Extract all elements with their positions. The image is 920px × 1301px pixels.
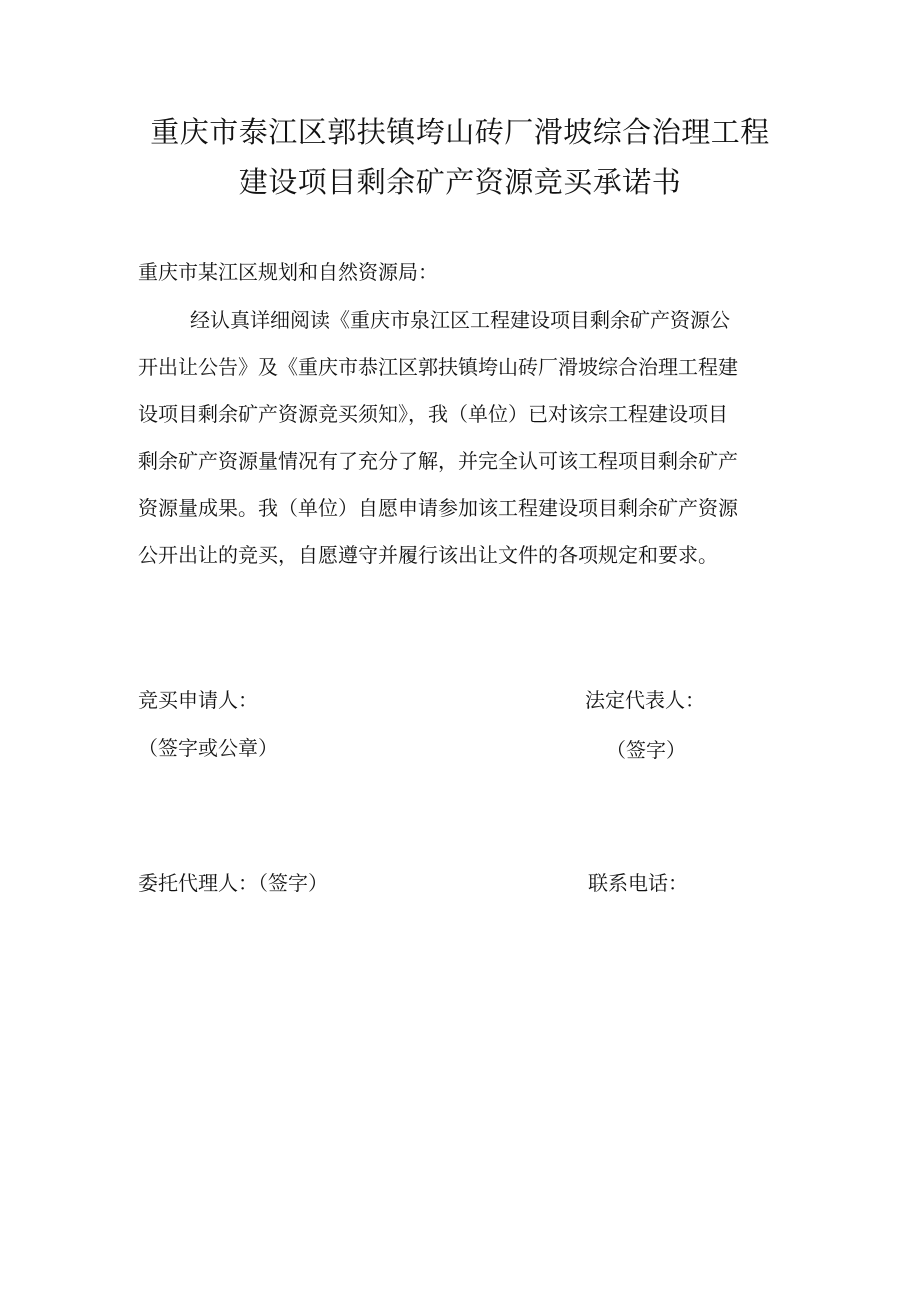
- legal-representative-label: 法定代表人：: [585, 688, 705, 712]
- applicant-label: 竞买申请人：: [138, 688, 258, 712]
- legal-representative-signature-note: （签字）: [606, 738, 686, 762]
- body-line: 设项目剩余矿产资源竞买须知》，我（单位）已对该宗工程建设项目: [138, 402, 728, 426]
- body-line: 开出让公告》及《重庆市恭江区郭扶镇垮山砖厂滑坡综合治理工程建: [138, 355, 738, 379]
- addressee: 重庆市某江区规划和自然资源局：: [138, 260, 438, 284]
- body-line: 经认真详细阅读《重庆市泉江区工程建设项目剩余矿产资源公: [190, 308, 730, 332]
- applicant-signature-note: （签字或公章）: [138, 736, 278, 760]
- body-line: 资源量成果。我（单位）自愿申请参加该工程建设项目剩余矿产资源: [138, 496, 738, 520]
- title-line-2: 建设项目剩余矿产资源竞买承诺书: [238, 165, 682, 199]
- phone-label: 联系电话：: [588, 871, 688, 895]
- agent-label: 委托代理人：（签字）: [138, 871, 328, 895]
- body-line: 剩余矿产资源量情况有了充分了解，并完全认可该工程项目剩余矿产: [138, 449, 738, 473]
- body-line: 公开出让的竞买，自愿遵守并履行该出让文件的各项规定和要求。: [138, 543, 718, 567]
- title-line-1: 重庆市泰江区郭扶镇垮山砖厂滑坡综合治理工程: [150, 115, 770, 149]
